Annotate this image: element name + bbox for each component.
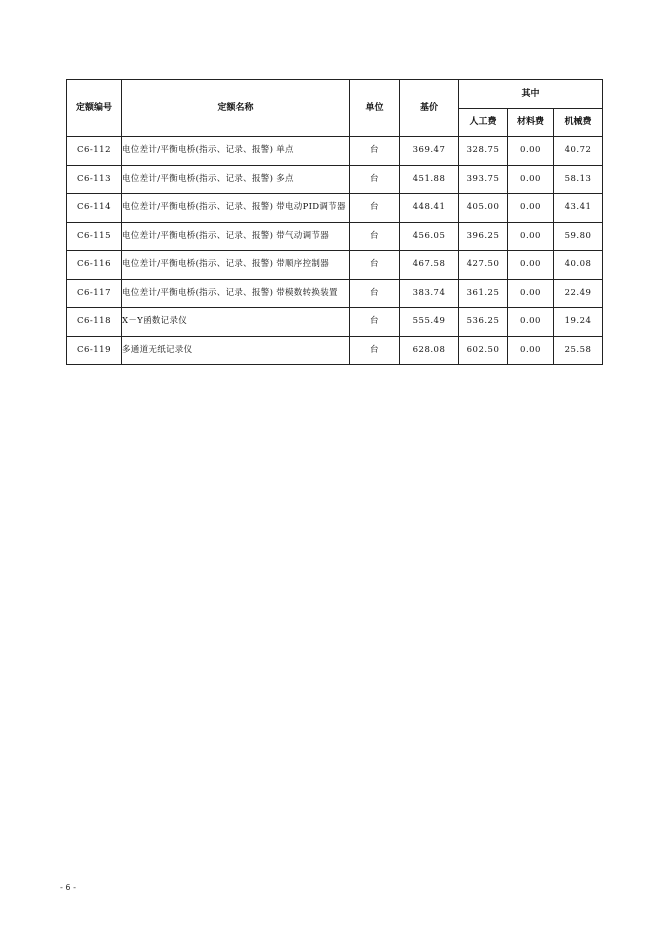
table-row	[67, 222, 603, 251]
cell-labor: 396.25	[459, 222, 508, 251]
cell-base-price: 467.58	[400, 251, 459, 280]
cell-base-price: 448.41	[400, 194, 459, 223]
cell-code: C6-117	[67, 279, 122, 308]
cell-name: 电位差计/平衡电桥(指示、记录、报警) 带气动调节器	[122, 222, 350, 251]
cell-machinery: 40.08	[554, 251, 603, 280]
cell-unit: 台	[350, 251, 400, 280]
cell-labor: 328.75	[459, 137, 508, 166]
cell-code: C6-115	[67, 222, 122, 251]
cell-unit: 台	[350, 336, 400, 365]
cell-base-price: 451.88	[400, 165, 459, 194]
cell-machinery: 58.13	[554, 165, 603, 194]
table-row	[67, 194, 603, 223]
header-name: 定额名称	[122, 80, 350, 137]
cell-code: C6-116	[67, 251, 122, 280]
cell-name: X－Y函数记录仪	[122, 308, 350, 337]
table-row	[67, 308, 603, 337]
header-material: 材料费	[508, 109, 554, 137]
cell-unit: 台	[350, 279, 400, 308]
cell-name: 电位差计/平衡电桥(指示、记录、报警) 多点	[122, 165, 350, 194]
cell-machinery: 19.24	[554, 308, 603, 337]
cell-base-price: 369.47	[400, 137, 459, 166]
table-row	[67, 165, 603, 194]
cell-material: 0.00	[508, 165, 554, 194]
cell-name: 多通道无纸记录仪	[122, 336, 350, 365]
header-labor: 人工费	[459, 109, 508, 137]
cell-machinery: 40.72	[554, 137, 603, 166]
cell-labor: 602.50	[459, 336, 508, 365]
cell-base-price: 456.05	[400, 222, 459, 251]
cell-unit: 台	[350, 222, 400, 251]
header-machinery: 机械费	[554, 109, 603, 137]
cell-material: 0.00	[508, 222, 554, 251]
table-row	[67, 279, 603, 308]
cell-code: C6-114	[67, 194, 122, 223]
page-number: - 6 -	[60, 883, 76, 892]
cell-labor: 427.50	[459, 251, 508, 280]
cell-unit: 台	[350, 308, 400, 337]
cell-labor: 393.75	[459, 165, 508, 194]
cell-name: 电位差计/平衡电桥(指示、记录、报警) 带电动PID调节器	[122, 194, 350, 223]
header-unit: 单位	[350, 80, 400, 137]
cell-material: 0.00	[508, 251, 554, 280]
cell-base-price: 628.08	[400, 336, 459, 365]
cell-machinery: 43.41	[554, 194, 603, 223]
cell-unit: 台	[350, 137, 400, 166]
cell-code: C6-112	[67, 137, 122, 166]
cell-base-price: 383.74	[400, 279, 459, 308]
table-row	[67, 137, 603, 166]
cell-labor: 536.25	[459, 308, 508, 337]
header-of-which: 其中	[459, 80, 603, 109]
cell-unit: 台	[350, 194, 400, 223]
cell-labor: 405.00	[459, 194, 508, 223]
cell-unit: 台	[350, 165, 400, 194]
cell-code: C6-113	[67, 165, 122, 194]
header-base-price: 基价	[400, 80, 459, 137]
cell-machinery: 22.49	[554, 279, 603, 308]
cell-name: 电位差计/平衡电桥(指示、记录、报警) 单点	[122, 137, 350, 166]
cell-material: 0.00	[508, 194, 554, 223]
cell-material: 0.00	[508, 137, 554, 166]
cell-machinery: 25.58	[554, 336, 603, 365]
header-code: 定额编号	[67, 80, 122, 137]
cell-machinery: 59.80	[554, 222, 603, 251]
cell-code: C6-118	[67, 308, 122, 337]
cell-material: 0.00	[508, 279, 554, 308]
cell-material: 0.00	[508, 336, 554, 365]
quota-table	[66, 79, 603, 365]
cell-base-price: 555.49	[400, 308, 459, 337]
cell-name: 电位差计/平衡电桥(指示、记录、报警) 带顺序控制器	[122, 251, 350, 280]
cell-material: 0.00	[508, 308, 554, 337]
table-row	[67, 336, 603, 365]
cell-name: 电位差计/平衡电桥(指示、记录、报警) 带模数转换装置	[122, 279, 350, 308]
cell-labor: 361.25	[459, 279, 508, 308]
cell-code: C6-119	[67, 336, 122, 365]
table-row	[67, 251, 603, 280]
